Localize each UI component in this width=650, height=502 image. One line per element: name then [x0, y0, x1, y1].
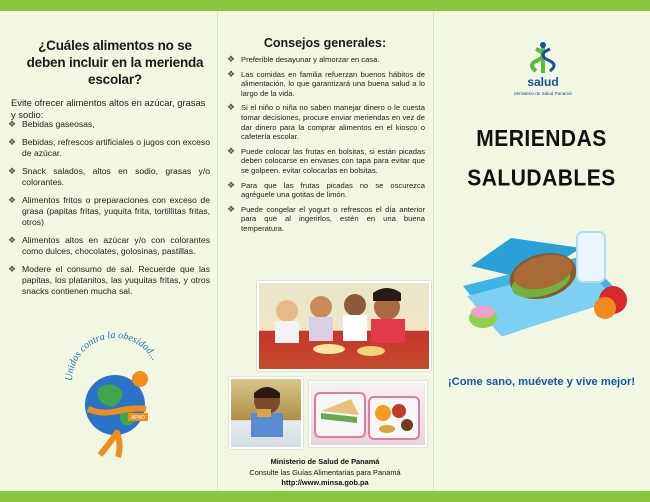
diamond-bullet-icon: ❖ — [8, 235, 17, 245]
lunchbox-illustration — [453, 226, 643, 346]
general-tips-heading: Consejos generales: — [263, 36, 387, 50]
diamond-bullet-icon: ❖ — [227, 145, 236, 156]
diamond-bullet-icon: ❖ — [227, 68, 236, 79]
globe-runner-icon — [58, 323, 168, 473]
salud-logo-subtitle: Ministerio de Salud Panamá — [514, 91, 572, 96]
list-item: ❖ Preferible desayunar y almorzar en casa. — [227, 54, 380, 64]
diamond-bullet-icon: ❖ — [8, 166, 17, 176]
salud-ministry-logo — [508, 41, 578, 107]
list-item: ❖ Puede congelar el yogurt o refrescos el día anterior para que al ingerirlos, estén en una buena temperatura. — [227, 203, 425, 233]
title-line-2: SALUDABLES — [467, 165, 616, 191]
list-item: ❖ Bebidas gaseosas, — [8, 119, 95, 129]
diamond-bullet-icon: ❖ — [8, 195, 17, 205]
diamond-bullet-icon: ❖ — [8, 119, 17, 129]
bottom-green-band — [0, 491, 650, 502]
diamond-bullet-icon: ❖ — [8, 264, 17, 274]
anti-obesity-logo — [58, 323, 168, 473]
caduceus-icon — [508, 41, 578, 75]
diamond-bullet-icon: ❖ — [227, 179, 236, 190]
foods-to-avoid-list — [6, 119, 210, 304]
ministry-footer — [217, 457, 433, 489]
list-item: ❖ Si el niño o niña no saben manejar dinero o le cuesta tomar decisiones, procure enviar meriendas en vez de dar dinero para la comprar alimentos en el kiosco o cafetería escolar. — [227, 102, 425, 142]
footer-guides-note: Consulte las Guías Alimentarias para Panamá — [249, 467, 401, 477]
top-green-band — [0, 0, 650, 11]
list-item: ❖ Snack salados, altos en sodio, grasas y/o colorantes. — [8, 166, 210, 187]
list-item: ❖ Modere el consumo de sal. Recuerde que las papitas, los platanitos, las yuquitas fritas, y otros snacks contienen mucha sal. — [8, 264, 210, 296]
footer-website-link[interactable]: http://www.minsa.gob.pa — [281, 478, 369, 487]
slogan-text: ¡Come sano, muévete y vive mejor! — [447, 376, 636, 388]
title-line-1: MERIENDAS — [476, 125, 607, 152]
diamond-bullet-icon: ❖ — [227, 102, 236, 113]
left-panel-heading: ¿Cuáles alimentos no se deben incluir en la merienda escolar? — [26, 38, 204, 87]
diamond-bullet-icon: ❖ — [227, 54, 236, 64]
list-item: ❖ Las comidas en familia refuerzan buenos hábitos de alimentación, lo que garantizará una buena salud a lo largo de la vida. — [227, 68, 425, 98]
boy-eating-photo — [229, 377, 303, 449]
list-item: ❖ Alimentos altos en azúcar y/o con colorantes como dulces, chocolates, golosinas, pastillas. — [8, 235, 210, 256]
right-panel — [433, 11, 650, 491]
logo-badge-text: APND — [131, 415, 145, 421]
footer-ministry-name: Ministerio de Salud de Panamá — [270, 457, 380, 466]
general-tips-list — [225, 55, 425, 239]
list-item: ❖ Puede colocar las frutas en bolsitas, si están picadas deben colocarse en envases con tapa para evitar que se golpeen. evitar colocarlas en bolsitas. — [227, 145, 425, 175]
brochure-title — [433, 119, 650, 198]
diamond-bullet-icon: ❖ — [8, 137, 17, 147]
list-item: ❖ Para que las frutas picadas no se oscurezca agréguele una gotitas de limón. — [227, 179, 425, 200]
lunch-container-photo — [309, 381, 427, 447]
salud-logo-word: salud — [527, 75, 559, 89]
list-item: ❖ Alimentos fritos o preparaciones con exceso de grasa (papitas fritas, yuquita frita, tortillitas fritas, otros) — [8, 195, 210, 227]
left-panel-intro: Evite ofrecer alimentos altos en azúcar, grasas y sodio: — [11, 97, 206, 120]
diamond-bullet-icon: ❖ — [227, 203, 236, 214]
list-item: ❖ Bebidas, refrescos artificiales o jugos con exceso de azúcar. — [8, 137, 210, 158]
logo-slogan-text: Unidos contra la obesidad... — [63, 329, 161, 382]
middle-panel — [217, 11, 433, 491]
children-eating-photo — [257, 281, 431, 371]
left-panel — [0, 11, 217, 491]
